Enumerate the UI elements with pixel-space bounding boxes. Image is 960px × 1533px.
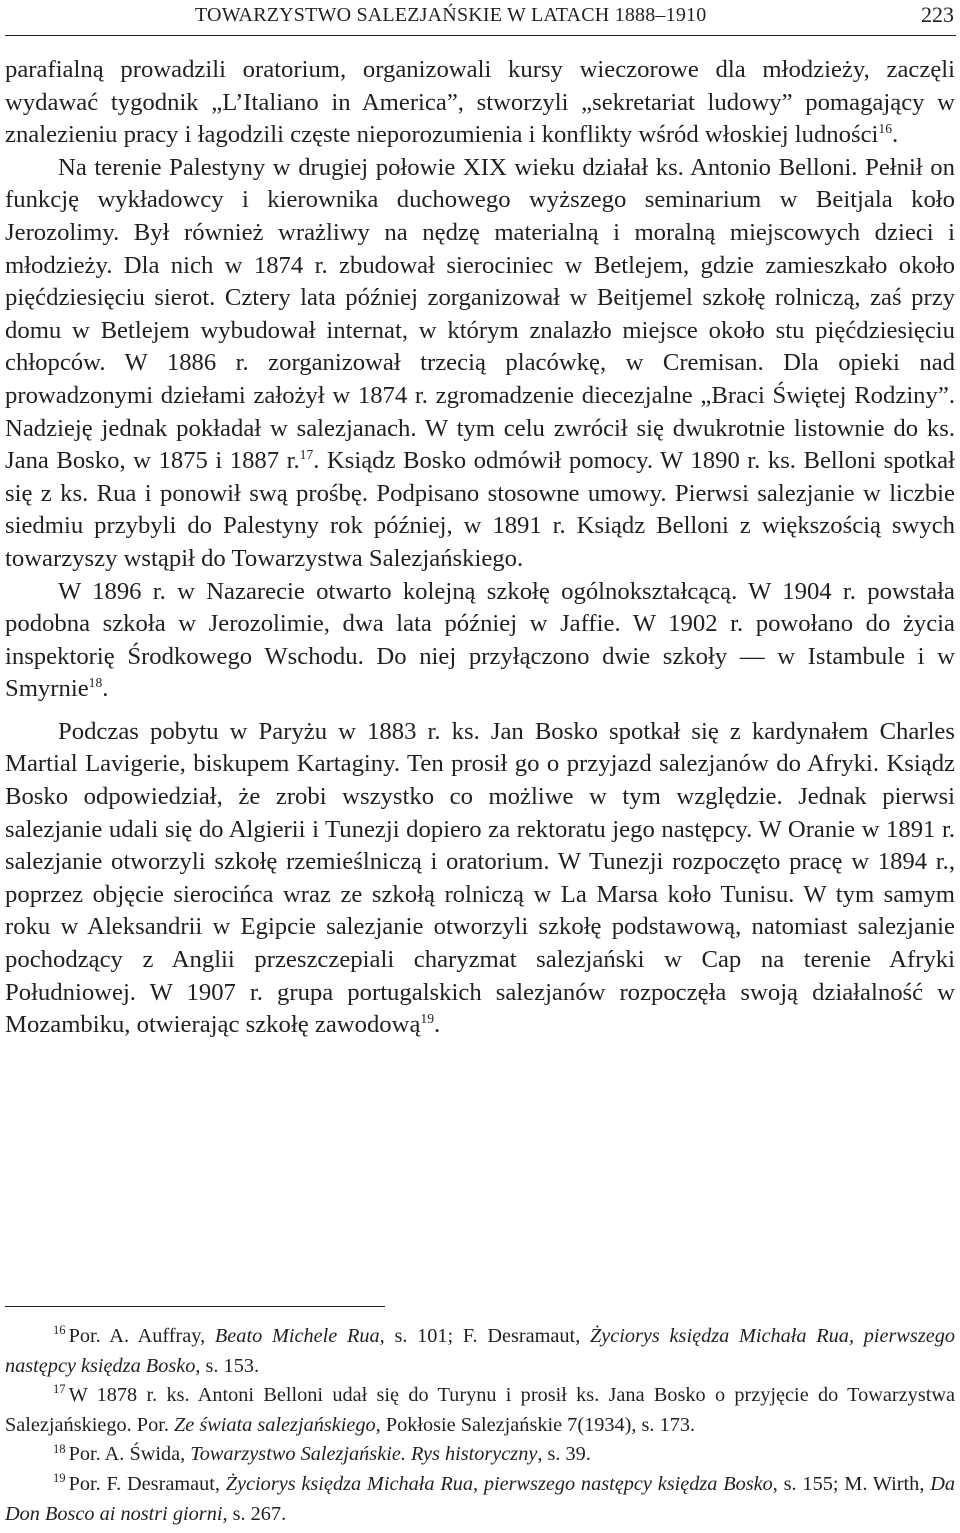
- footnote-ref: 18: [88, 675, 103, 691]
- footnote-rule: [5, 1306, 385, 1307]
- footnote-text: , Pokłosie Salezjańskie 7(1934), s. 173.: [375, 1413, 696, 1436]
- footnote-ref: 17: [299, 446, 314, 462]
- footnote-18: [5, 1440, 955, 1470]
- paragraph-text: W 1896 r. w Nazarecie otwarto kolejną szkołę ogólnokształcącą. W 1904 r. powstała podobna szkoła w Jerozolimie, dwa lata później w Jaffie. W 1902 r. powołano do życia inspektorię Środkowego Wschodu. Do niej przyłączono dwie szkoły — w Istambule i w Smyrnie: [5, 577, 955, 703]
- paragraph-text: .: [434, 1011, 441, 1039]
- paragraph-text: . Ksiądz Bosko odmówił pomocy. W 1890 r. ks. Belloni spotkał się z ks. Rua i ponowił swą prośbę. Podpisano stosowne umowy. Pierwsi salezjanie w liczbie siedmiu przybyli do Palestyny rok później, w 1891 r. Ksiądz Belloni z większością swych towarzyszy wstąpił do Towarzystwa Salezjańskiego.: [5, 447, 955, 572]
- paragraph-text: .: [891, 121, 899, 149]
- footnote-ref: 19: [420, 1010, 434, 1026]
- paragraph-text: .: [102, 675, 109, 703]
- footnote-title: Towarzystwo Salezjańskie. Rys historyczny: [190, 1443, 538, 1466]
- paragraph-text: Podczas pobytu w Paryżu w 1883 r. ks. Jan Bosko spotkał się z kardynałem Charles Martial Lavigerie, biskupem Kartaginy. Ten prosił go o przyjazd salezjanów do Afryki. Ksiądz Bosko odpowiedział, że zrobi wszystko co możliwe w tym względzie. Jednak pierwsi salezjanie udali się do Algierii i Tunezji dopiero za rektoratu jego następcy. W Oranie w 1891 r. salezjanie otworzyli szkołę rzemieślniczą i oratorium. W Tunezji rozpoczęto pracę w 1894 r., poprzez objęcie sierocińca wraz ze szkołą rolniczą w La Marsa koło Tunisu. W tym samym roku w Aleksandrii w Egipcie salezjanie otworzyli szkołę podstawową, natomiast salezjanie pochodzący z Anglii przeszczepiali charyzmat salezjański w Cap na terenie Afryki Południowej. W 1907 r. grupa portugalskich salezjanów rozpoczęła swoją działalność w Mozambiku, otwierając szkołę zawodową: [5, 717, 955, 1039]
- footnote-text: Por. F. Desramaut,: [68, 1472, 226, 1495]
- footnote-17: [5, 1381, 955, 1440]
- paragraph-text: Na terenie Palestyny w drugiej połowie XIX wieku działał ks. Antonio Belloni. Pełnił on funkcję wykładowcy i kierownika duchowego wyższego seminarium w Beitjala koło Jerozolimy. Był również wrażliwy na nędzę materialną i moralną miejscowych dzieci i młodzieży. Dla nich w 1874 r. zbudował sierociniec w Betlejem, gdzie zamieszkało około pięćdziesięciu sierot. Cztery lata później zorganizował w Beitjemel szkołę rolniczą, zaś przy domu w Betlejem wybudował internat, w którym znalazło miejsce około stu pięćdziesięciu chłopców. W 1886 r. zorganizował trzecią placówkę, w Cremisan. Dla opieki nad prowadzonymi dziełami założył w 1874 r. zgromadzenie diecezjalne „Braci Świętej Rodziny”. Nadzieję jednak pokładał w salezjanach. W tym celu zwrócił się dwukrotnie listownie do ks. Jana Bosko, w 1875 i 1887 r.: [5, 153, 955, 475]
- footnote-text: Por. A. Auffray,: [68, 1325, 215, 1347]
- paragraph: [5, 716, 955, 1042]
- paragraph: [5, 576, 955, 706]
- footnote-text: , s. 39.: [537, 1443, 591, 1466]
- header-rule: [5, 35, 956, 36]
- page-header: [0, 0, 960, 36]
- paragraph: [5, 54, 955, 152]
- footnote-text: , s. 155; M. Wirth,: [772, 1472, 931, 1495]
- footnote-text: , s. 101; F. Desramaut,: [379, 1325, 590, 1347]
- footnote-number: 16: [53, 1323, 66, 1338]
- running-head: TOWARZYSTWO SALEZJAŃSKIE W LATACH 1888–1910: [195, 4, 707, 26]
- footnote-number: 17: [53, 1382, 66, 1397]
- footnote-text: , s. 153.: [195, 1354, 260, 1377]
- footnote-title: Życiorys księdza Michała Rua, pierwszego następcy księdza Bosko: [225, 1472, 773, 1495]
- footnote-title: Ze świata salezjańskiego: [173, 1413, 376, 1436]
- footnote-number: 18: [53, 1441, 66, 1456]
- paragraph-text: parafialną prowadzili oratorium, organizowali kursy wieczorowe dla młodzieży, zaczęli wydawać tygodnik „L’Italiano in America”, stworzyli „sekretariat ludowy” pomagający w znalezieniu pracy i łagodzili częste nieporozumienia i konflikty wśród włoskiej ludności: [5, 56, 955, 149]
- footnotes: [5, 1322, 955, 1529]
- footnote-19: [5, 1470, 955, 1529]
- footnote-text: , s. 267.: [222, 1502, 287, 1525]
- footnote-16: [5, 1322, 955, 1381]
- footnote-title: Da Don Bosco ai nostri giorni: [5, 1472, 955, 1525]
- footnote-text: W 1878 r. ks. Antoni Belloni udał się do Turynu i prosił ks. Jana Bosko o przyjęcie do Towarzystwa Salezjańskiego. Por.: [5, 1384, 955, 1436]
- footnote-ref: 16: [878, 120, 892, 136]
- footnote-title: Życiorys księdza Michała Rua, pierwszego następcy księdza Bosko: [5, 1325, 955, 1377]
- footnote-title: Beato Michele Rua: [214, 1325, 380, 1347]
- page-number: 223: [921, 2, 954, 27]
- paragraph: [5, 152, 955, 576]
- footnote-number: 19: [53, 1471, 66, 1486]
- main-text: [5, 54, 955, 1042]
- footnote-text: Por. A. Świda,: [68, 1443, 191, 1466]
